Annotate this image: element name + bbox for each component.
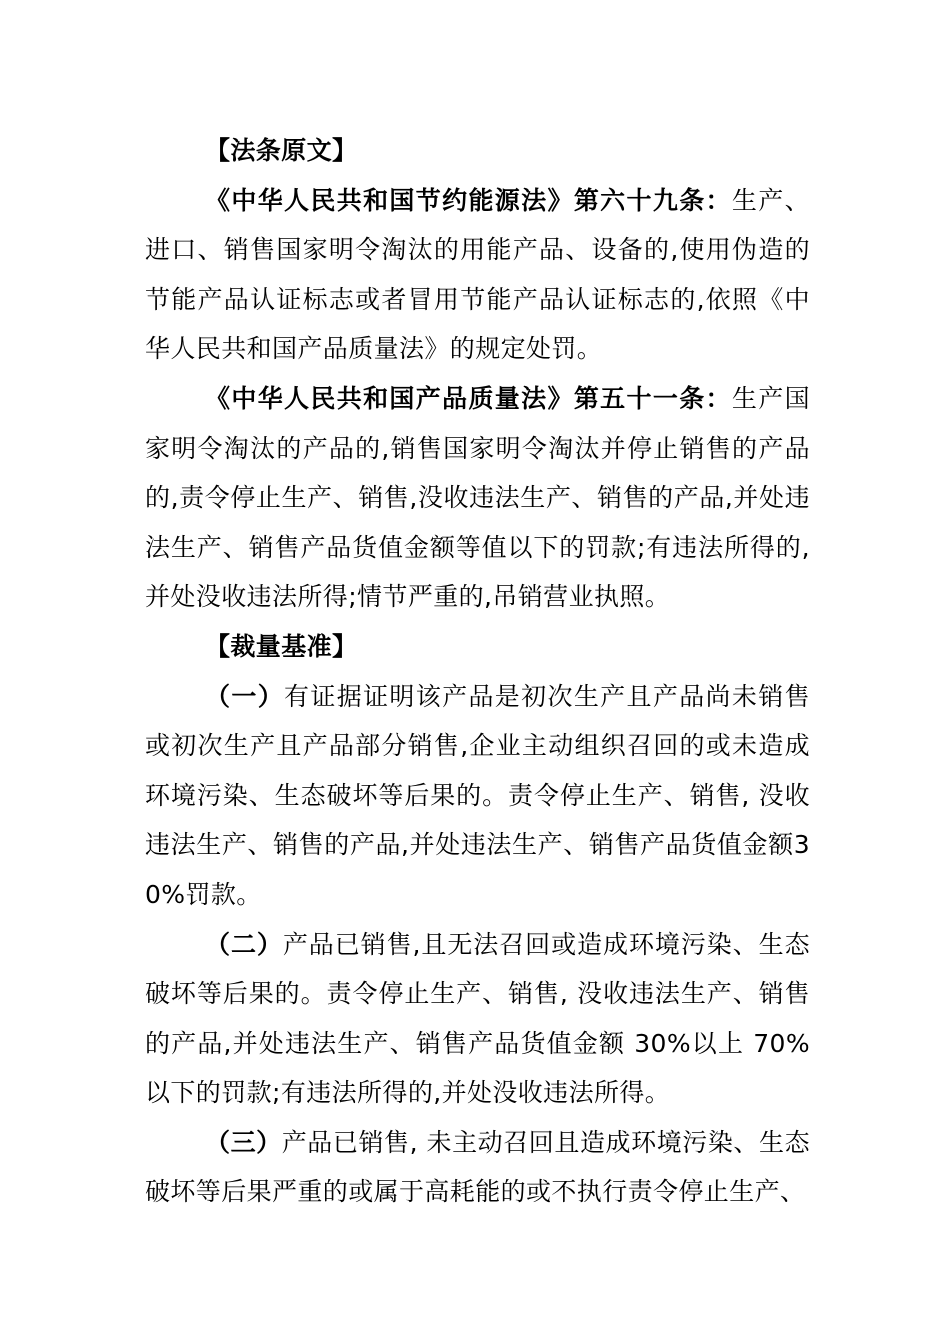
discretion-item-1 [145,672,810,920]
item-text: 产品已销售,且无法召回或造成环境污染、生态破坏等后果的。责令停止生产、销售, 没收违法生产、销售的产品,并处违法生产、销售产品货值金额 30%以上 70%以下的罚款;有违法所得的,并处没收违法所得。 [145,929,810,1108]
article-title: 《中华人民共和国节约能源法》第六十九条： [205,185,732,215]
item-text: 产品已销售, 未主动召回且造成环境污染、生态破坏等后果严重的或属于高耗能的或不执行责令停止生产、 [145,1127,810,1207]
article-title: 《中华人民共和国产品质量法》第五十一条： [205,383,732,413]
item-text: 有证据证明该产品是初次生产且产品尚未销售或初次生产且产品部分销售,企业主动组织召回的或未造成环境污染、生态破坏等后果的。责令停止生产、销售, 没收违法生产、销售的产品,并处违法生产、销售产品货值金额30%罚款。 [145,681,810,909]
section-heading-discretion-standard: 【裁量基准】 [205,631,358,661]
article-text: 生产、进口、销售国家明令淘汰的用能产品、设备的,使用伪造的节能产品认证标志或者冒用节能产品认证标志的,依照《中华人民共和国产品质量法》的规定处罚。 [145,185,810,364]
legal-article-energy-conservation-law [145,176,810,374]
discretion-item-2 [145,920,810,1118]
discretion-item-3 [145,1118,810,1217]
article-text: 生产国家明令淘汰的产品的,销售国家明令淘汰并停止销售的产品的,责令停止生产、销售,没收违法生产、销售的产品,并处违法生产、销售产品货值金额等值以下的罚款;有违法所得的,并处没收违法所得;情节严重的,吊销营业执照。 [145,383,810,612]
document-body [145,126,810,1217]
item-number: （一） [205,681,285,711]
item-number: （三） [205,1127,282,1157]
item-number: （二） [205,929,283,959]
section-heading-legal-text: 【法条原文】 [205,136,358,165]
legal-article-product-quality-law [145,374,810,622]
